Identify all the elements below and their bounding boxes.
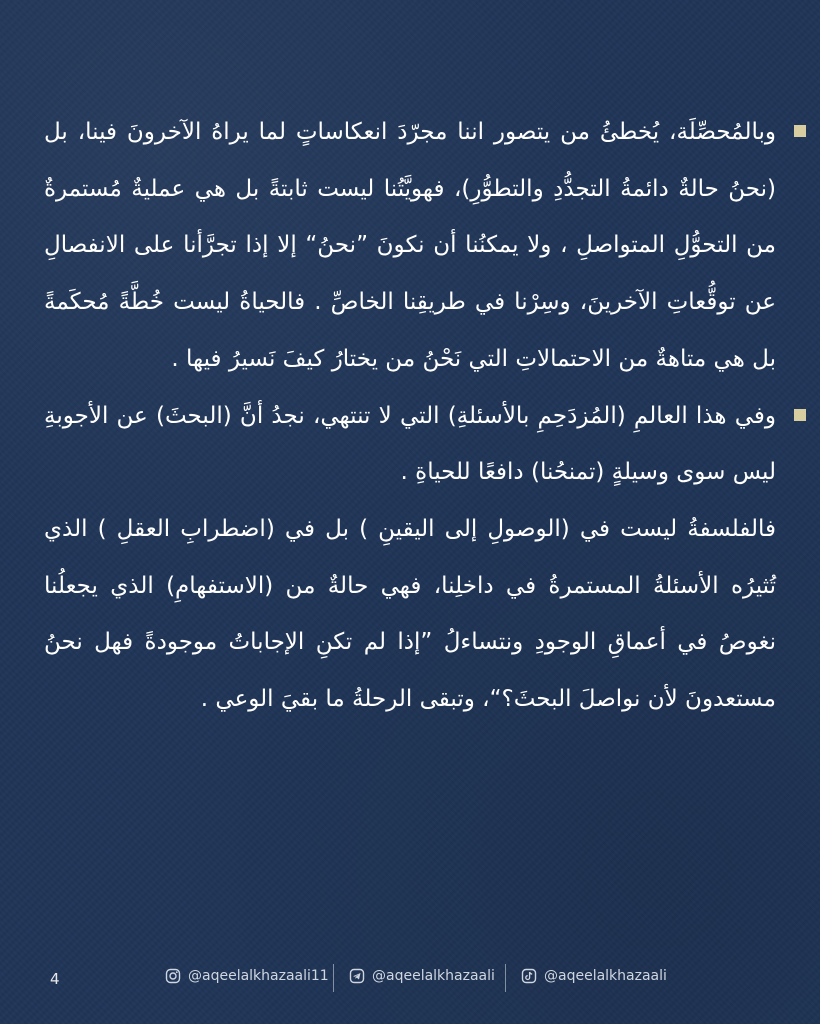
instagram-handle-text: @aqeelalkhazaali11: [188, 968, 329, 984]
paragraph-text: وبالمُحصِّلَة، يُخطئُ من يتصور اننا مجرّدَ انعكاساتٍ لما يراهُ الآخرونَ فينا، بل (نحنُ حالةٌ دائمةُ التجدُّدِ والتطوُّرِ)، فهويَّتُنا ليست ثابتةً بل هي عمليةٌ مُستمرةٌ من التحوُّلِ المتواصلِ ، ولا يمكنُنا أن نكونَ ”نحنُ“ إلا إذا تجرَّأنا على الانفصالِ عن توقُّعاتِ الآخرينَ، وسِرْنا في طريقِنا الخاصِّ . فالحياةُ ليست خُطَّةً مُحكَمةً بل هي متاهةٌ من الاحتمالاتِ التي نَحْنُ من يختارُ كيفَ نَسيرُ فيها .: [44, 119, 776, 372]
tiktok-icon: [521, 968, 537, 984]
article-body: [44, 104, 776, 728]
telegram-icon: [349, 968, 365, 984]
square-bullet-icon: [794, 409, 806, 421]
paragraph: [44, 501, 776, 728]
divider: [333, 964, 334, 992]
instagram-handle[interactable]: [165, 968, 329, 984]
paragraph: [44, 388, 776, 501]
divider: [505, 964, 506, 992]
footer: [0, 960, 820, 1000]
paragraph-text: وفي هذا العالمِ (المُزدَحِمِ بالأسئلةِ) التي لا تنتهي، نجدُ أنَّ (البحثَ) عن الأجوبةِ ليس سوى وسيلةٍ (تمنحُنا) دافعًا للحياةِ .: [44, 402, 776, 486]
square-bullet-icon: [794, 125, 806, 137]
telegram-handle-text: @aqeelalkhazaali: [372, 968, 495, 984]
page-number: 4: [50, 970, 60, 988]
tiktok-handle-text: @aqeelalkhazaali: [544, 968, 667, 984]
instagram-icon: [165, 968, 181, 984]
paragraph-text: فالفلسفةُ ليست في (الوصولِ إلى اليقينِ ) بل في (اضطرابِ العقلِ ) الذي تُثيرُه الأسئلةُ المستمرةُ في داخلِنا، فهي حالةٌ من (الاستفهامِ) الذي يجعلُنا نغوصُ في أعماقِ الوجودِ ونتساءلُ ”إذا لم تكنِ الإجاباتُ موجودةً فهل نحنُ مستعدونَ لأن نواصلَ البحثَ؟“، وتبقى الرحلةُ ما بقيَ الوعي .: [44, 515, 776, 713]
paragraph: [44, 104, 776, 388]
telegram-handle[interactable]: [349, 968, 495, 984]
tiktok-handle[interactable]: [521, 968, 667, 984]
